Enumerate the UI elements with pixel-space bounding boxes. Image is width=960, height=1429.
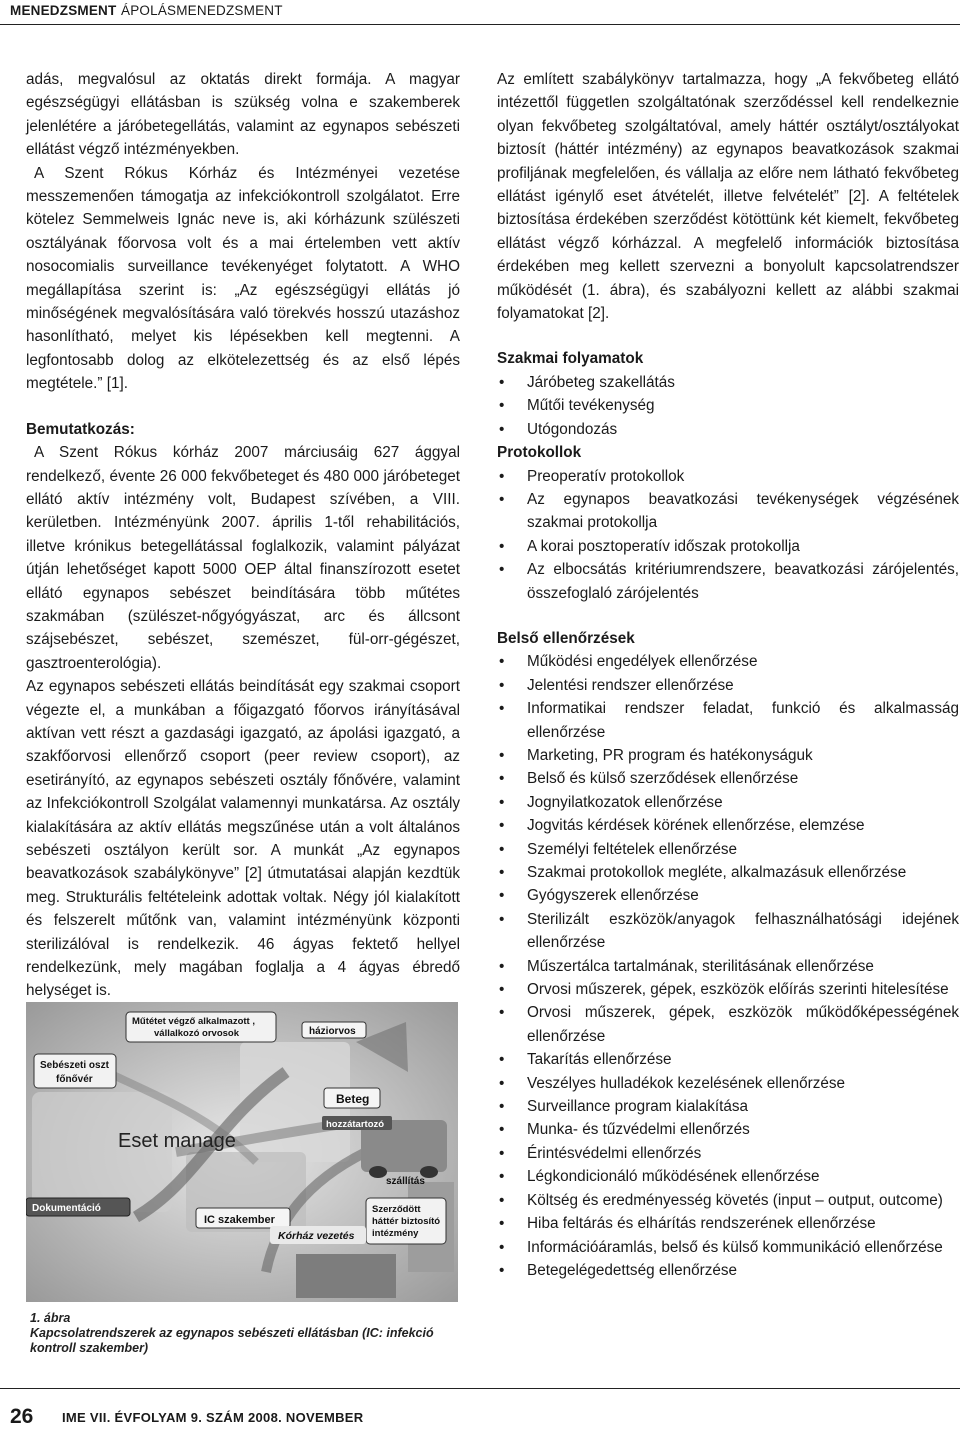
label-haziorvos: háziorvos (309, 1026, 356, 1037)
label-muteti-line1: Műtétet végző alkalmazott , (132, 1016, 255, 1027)
list-item: • Jogvitás kérdések körének ellenőrzése, elemzése (497, 814, 959, 837)
footer-rule (0, 1388, 960, 1389)
figure-caption-text: Kapcsolatrendszerek az egynapos sebészeti ellátásban (IC: infekció kontroll szakember) (30, 1326, 434, 1355)
label-szallitas: szállítás (386, 1176, 425, 1187)
list-item: • Preoperatív protokollok (497, 465, 959, 488)
label-szerzodott-line3: intézmény (372, 1228, 419, 1239)
list-item: • Marketing, PR program és hatékonyságuk (497, 744, 959, 767)
list-item: • Gyógyszerek ellenőrzése (497, 884, 959, 907)
paragraph: A Szent Rókus kórház 2007 márciusáig 627 ággyal rendelkező, évente 26 000 fekvőbeteget és 480 000 járóbeteget ellátó aktív intézmény volt, Budapest szívében, a VIII. kerületben. Intézményünk 2007. április 1-től rehabilitációs, illetve krónikus betegellátással foglalkozik, valamint pályázat útján lehetőséget kapott 5000 OEP által finanszírozott esetet ellátó egynapos sebészet beindítására több műtétes szakmában (szülészet-nőgyógyászat, arc és állcsont szájsebészet, sebészet, szemészet, fül-orr-gégészet, gasztroenterológia). (26, 444, 460, 672)
paragraph: A Szent Rókus Kórház és Intézményei vezetése messzemenően támogatja az infekciókontroll szolgálatot. Erre kötelez Semmelweis Ignác neve is, aki kórházunk szülészeti osztályának főorvosa volt és a mai értelemben vett aktív nosocomialis surveillance tevékenyéget folytatott. A WHO megállapítása szerint is: „Az egészségügyi ellátás jó minőségének megvalósítására való törekvés hosszú utazáshoz hasonlítható, melyet kis lépésekben kell megtenni. A legfontosabb dolog az elkötelezettség és az első lépés megtétele.” [1]. (26, 164, 460, 393)
hospital-building (296, 1254, 396, 1298)
journal-issue: IME VII. ÉVFOLYAM 9. SZÁM 2008. NOVEMBER (62, 1410, 364, 1425)
list-item: • Surveillance program kialakítása (497, 1095, 959, 1118)
list-item: • Az egynapos beavatkozási tevékenységek végzésének szakmai protokollja (497, 488, 959, 535)
list-item: • Műszertálca tartalmának, sterilitásának ellenőrzése (497, 955, 959, 978)
list-item: • Működési engedélyek ellenőrzése (497, 650, 959, 673)
list-item: • Jognyilatkozatok ellenőrzése (497, 791, 959, 814)
list-item: • Takarítás ellenőrzése (497, 1048, 959, 1071)
belso-list (497, 650, 959, 1282)
label-ic: IC szakember (204, 1214, 275, 1226)
relationship-diagram (26, 1002, 458, 1302)
list-item: • Orvosi műszerek, gépek, eszközök előírás szerinti hitelesítése (497, 978, 959, 1001)
office-scene (32, 1092, 172, 1212)
figure-caption (30, 1311, 460, 1356)
page-number: 26 (10, 1405, 34, 1428)
list-item: • Jelentési rendszer ellenőrzése (497, 674, 959, 697)
label-muteti-line2: vállalkozó orvosok (154, 1028, 240, 1039)
page-header (0, 0, 960, 24)
list-item: • Műtői tevékenység (497, 394, 959, 417)
section-heading: Bemutatkozás: (26, 420, 135, 438)
right-column (497, 68, 959, 1282)
left-column (26, 68, 460, 1003)
label-beteg: Beteg (336, 1092, 370, 1106)
list-item: • Szakmai protokollok megléte, alkalmazásuk ellenőrzése (497, 861, 959, 884)
list-item: • Költség és eredményesség követés (input – output, outcome) (497, 1189, 959, 1212)
list-item: • Belső és külső szerződések ellenőrzése (497, 767, 959, 790)
list-item: • Személyi feltételek ellenőrzése (497, 838, 959, 861)
page-footer (0, 1388, 960, 1428)
list-item: • Járóbeteg szakellátás (497, 371, 959, 394)
subsection-title: ÁPOLÁSMENEDZSMENT (121, 3, 283, 18)
list-item: • A korai posztoperatív időszak protokollja (497, 535, 959, 558)
paragraph: adás, megvalósul az oktatás direkt formája. A magyar egészségügyi ellátásban is szükség volna e szakemberek jelenlétére a járóbetegellátás, valamint az egynapos sebészeti ellátást végző intézményekben. (26, 71, 460, 159)
paragraph: Az említett szabálykönyv tartalmazza, hogy „A fekvőbeteg ellátó intézettől független szolgáltatónak szerződéssel kell rendelkeznie olyan fekvőbeteg szolgáltatóval, amely háttér osztályt/osztályokat biztosít (háttér intézmény) az egynapos beavatkozások szakmai profiljának megfelelően, és vállalja az előre nem látható fekvőbeteg ellátást igénylő eset átvételét, illetve felvételét” [2]. A feltételek biztosítása érdekében szerződést kötöttünk két kiemelt, fekvőbeteg ellátást végző kórházzal. A megfelelő információk biztosítása érdekében meg kellett szervezni a bonyolult kapcsolatrendszer működését (1. ábra), és szabályozni kellett az alábbi szakmai folyamatokat [2]. (497, 71, 959, 323)
protokoll-list (497, 465, 959, 605)
header-rule (0, 24, 960, 25)
label-sebeszeti-line2: főnővér (56, 1074, 93, 1085)
list-item: • Információáramlás, belső és külső kommunikáció ellenőrzése (497, 1236, 959, 1259)
section-heading-szakmai: Szakmai folyamatok (497, 350, 644, 368)
list-item: • Utógondozás (497, 418, 959, 441)
section-heading-belso: Belső ellenőrzések (497, 629, 635, 647)
list-item: • Hiba feltárás és elhárítás rendszerének ellenőrzése (497, 1212, 959, 1235)
list-item: • Érintésvédelmi ellenőrzés (497, 1142, 959, 1165)
list-item: • Az elbocsátás kritériumrendszere, beavatkozási zárójelentés, összefoglaló zárójelentés (497, 558, 959, 605)
list-item: • Informatikai rendszer feladat, funkció és alkalmasság ellenőrzése (497, 697, 959, 744)
list-item: • Betegelégedettség ellenőrzése (497, 1259, 959, 1282)
section-title: MENEDZSMENT (10, 3, 117, 18)
list-item: • Munka- és tűzvédelmi ellenőrzés (497, 1118, 959, 1141)
label-dokumentacio: Dokumentáció (32, 1203, 101, 1214)
list-item: • Légkondicionáló működésének ellenőrzése (497, 1165, 959, 1188)
label-szerzodott-line1: Szerződött (372, 1204, 421, 1215)
label-hozzatartozo: hozzátartozó (326, 1119, 385, 1130)
paragraph: Az egynapos sebészeti ellátás beindítását egy szakmai csoport végezte el, a munkában a főigazgató főorvos irányításával aktívan vett részt a gazdasági igazgató, az ápolási igazgató, a szakfőorvosi ellenőrző csoport (peer review csoport), az esetirányító, az egynapos sebészeti osztály főnővére, valamint az Infekciókontroll Szolgálat valamennyi munkatársa. Az osztály kialakítására az aktív ellátás megszűnése után a volt általános sebészeti osztályon került sor. A munkát „Az egynapos beavatkozások szabálykönyve” [2] útmutatásai alapján kezdtük meg. Strukturális feltételeink adottak voltak. Négy jól kialakított és felszerelt műtőnk van, valamint intézményünk központi sterilizálóval is rendelkezik. 46 ágyas fektető hellyel rendelkezünk, mely magában foglalja a 4 ágyas ébredő helységet is. (26, 678, 460, 1000)
label-szerzodott-line2: háttér biztosító (372, 1216, 441, 1227)
section-heading-protokollok: Protokollok (497, 444, 582, 462)
list-item: • Sterilizált eszközök/anyagok felhasználhatósági idejének ellenőrzése (497, 908, 959, 955)
szakmai-list (497, 371, 959, 441)
label-esetmanager: Eset manage (118, 1130, 236, 1152)
label-sebeszeti-line1: Sebészeti oszt (40, 1060, 109, 1071)
list-item: • Veszélyes hulladékok kezelésének ellenőrzése (497, 1072, 959, 1095)
car-wheel (369, 1166, 387, 1178)
figure-number: 1. ábra (30, 1311, 71, 1325)
label-korhaz: Kórház vezetés (278, 1230, 355, 1242)
list-item: • Orvosi műszerek, gépek, eszközök működőképességének ellenőrzése (497, 1001, 959, 1048)
